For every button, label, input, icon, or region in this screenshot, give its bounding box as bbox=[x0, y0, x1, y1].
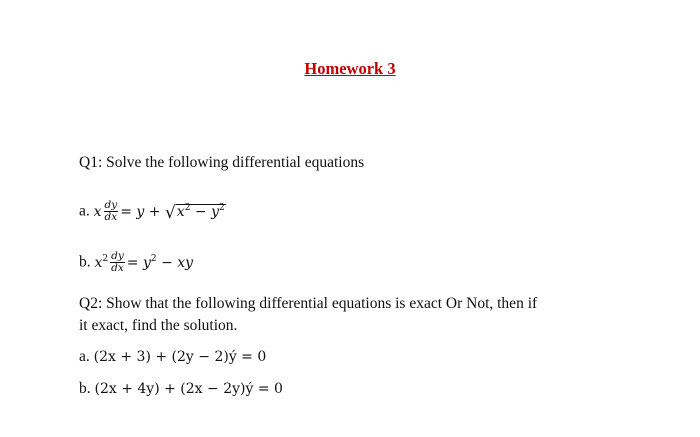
q2-item-a bbox=[79, 347, 266, 367]
q2-b-equation: (2x + 4y) + (2x − 2y)ý = 0 bbox=[94, 381, 283, 397]
q1-a-equation: x $\frac{dy}{dx}$ = $y + √x^2 - y^2$ bbox=[93, 199, 225, 223]
q1-item-b bbox=[79, 251, 193, 274]
q2-prompt-line2: it exact, find the solution. bbox=[79, 317, 238, 334]
q1-prompt: Q1: Solve the following differential equations bbox=[79, 154, 365, 171]
q2-b-label: b. bbox=[79, 380, 91, 397]
page-title: Homework 3 bbox=[304, 59, 396, 78]
q1-a-label: a. bbox=[79, 202, 90, 220]
q2-a-equation: (2x + 3) + (2y − 2)ý = 0 bbox=[93, 349, 267, 365]
dy-dx-fraction: $\frac{dy}{dx}$ bbox=[111, 250, 124, 274]
square-root: $√x^2 - y^2$ bbox=[164, 202, 225, 223]
q2-item-b bbox=[79, 379, 283, 399]
q1-item-a bbox=[79, 200, 226, 223]
q1-b-label: b. bbox=[79, 253, 91, 271]
dy-dx-fraction: $\frac{dy}{dx}$ bbox=[104, 199, 118, 223]
q1-b-equation: $x^2$ $\frac{dy}{dx}$ = $y^2$ − xy bbox=[94, 250, 194, 274]
q2-prompt-line1: Q2: Show that the following differential equations is exact Or Not, then if bbox=[79, 295, 538, 312]
q2-a-label: a. bbox=[79, 348, 90, 365]
